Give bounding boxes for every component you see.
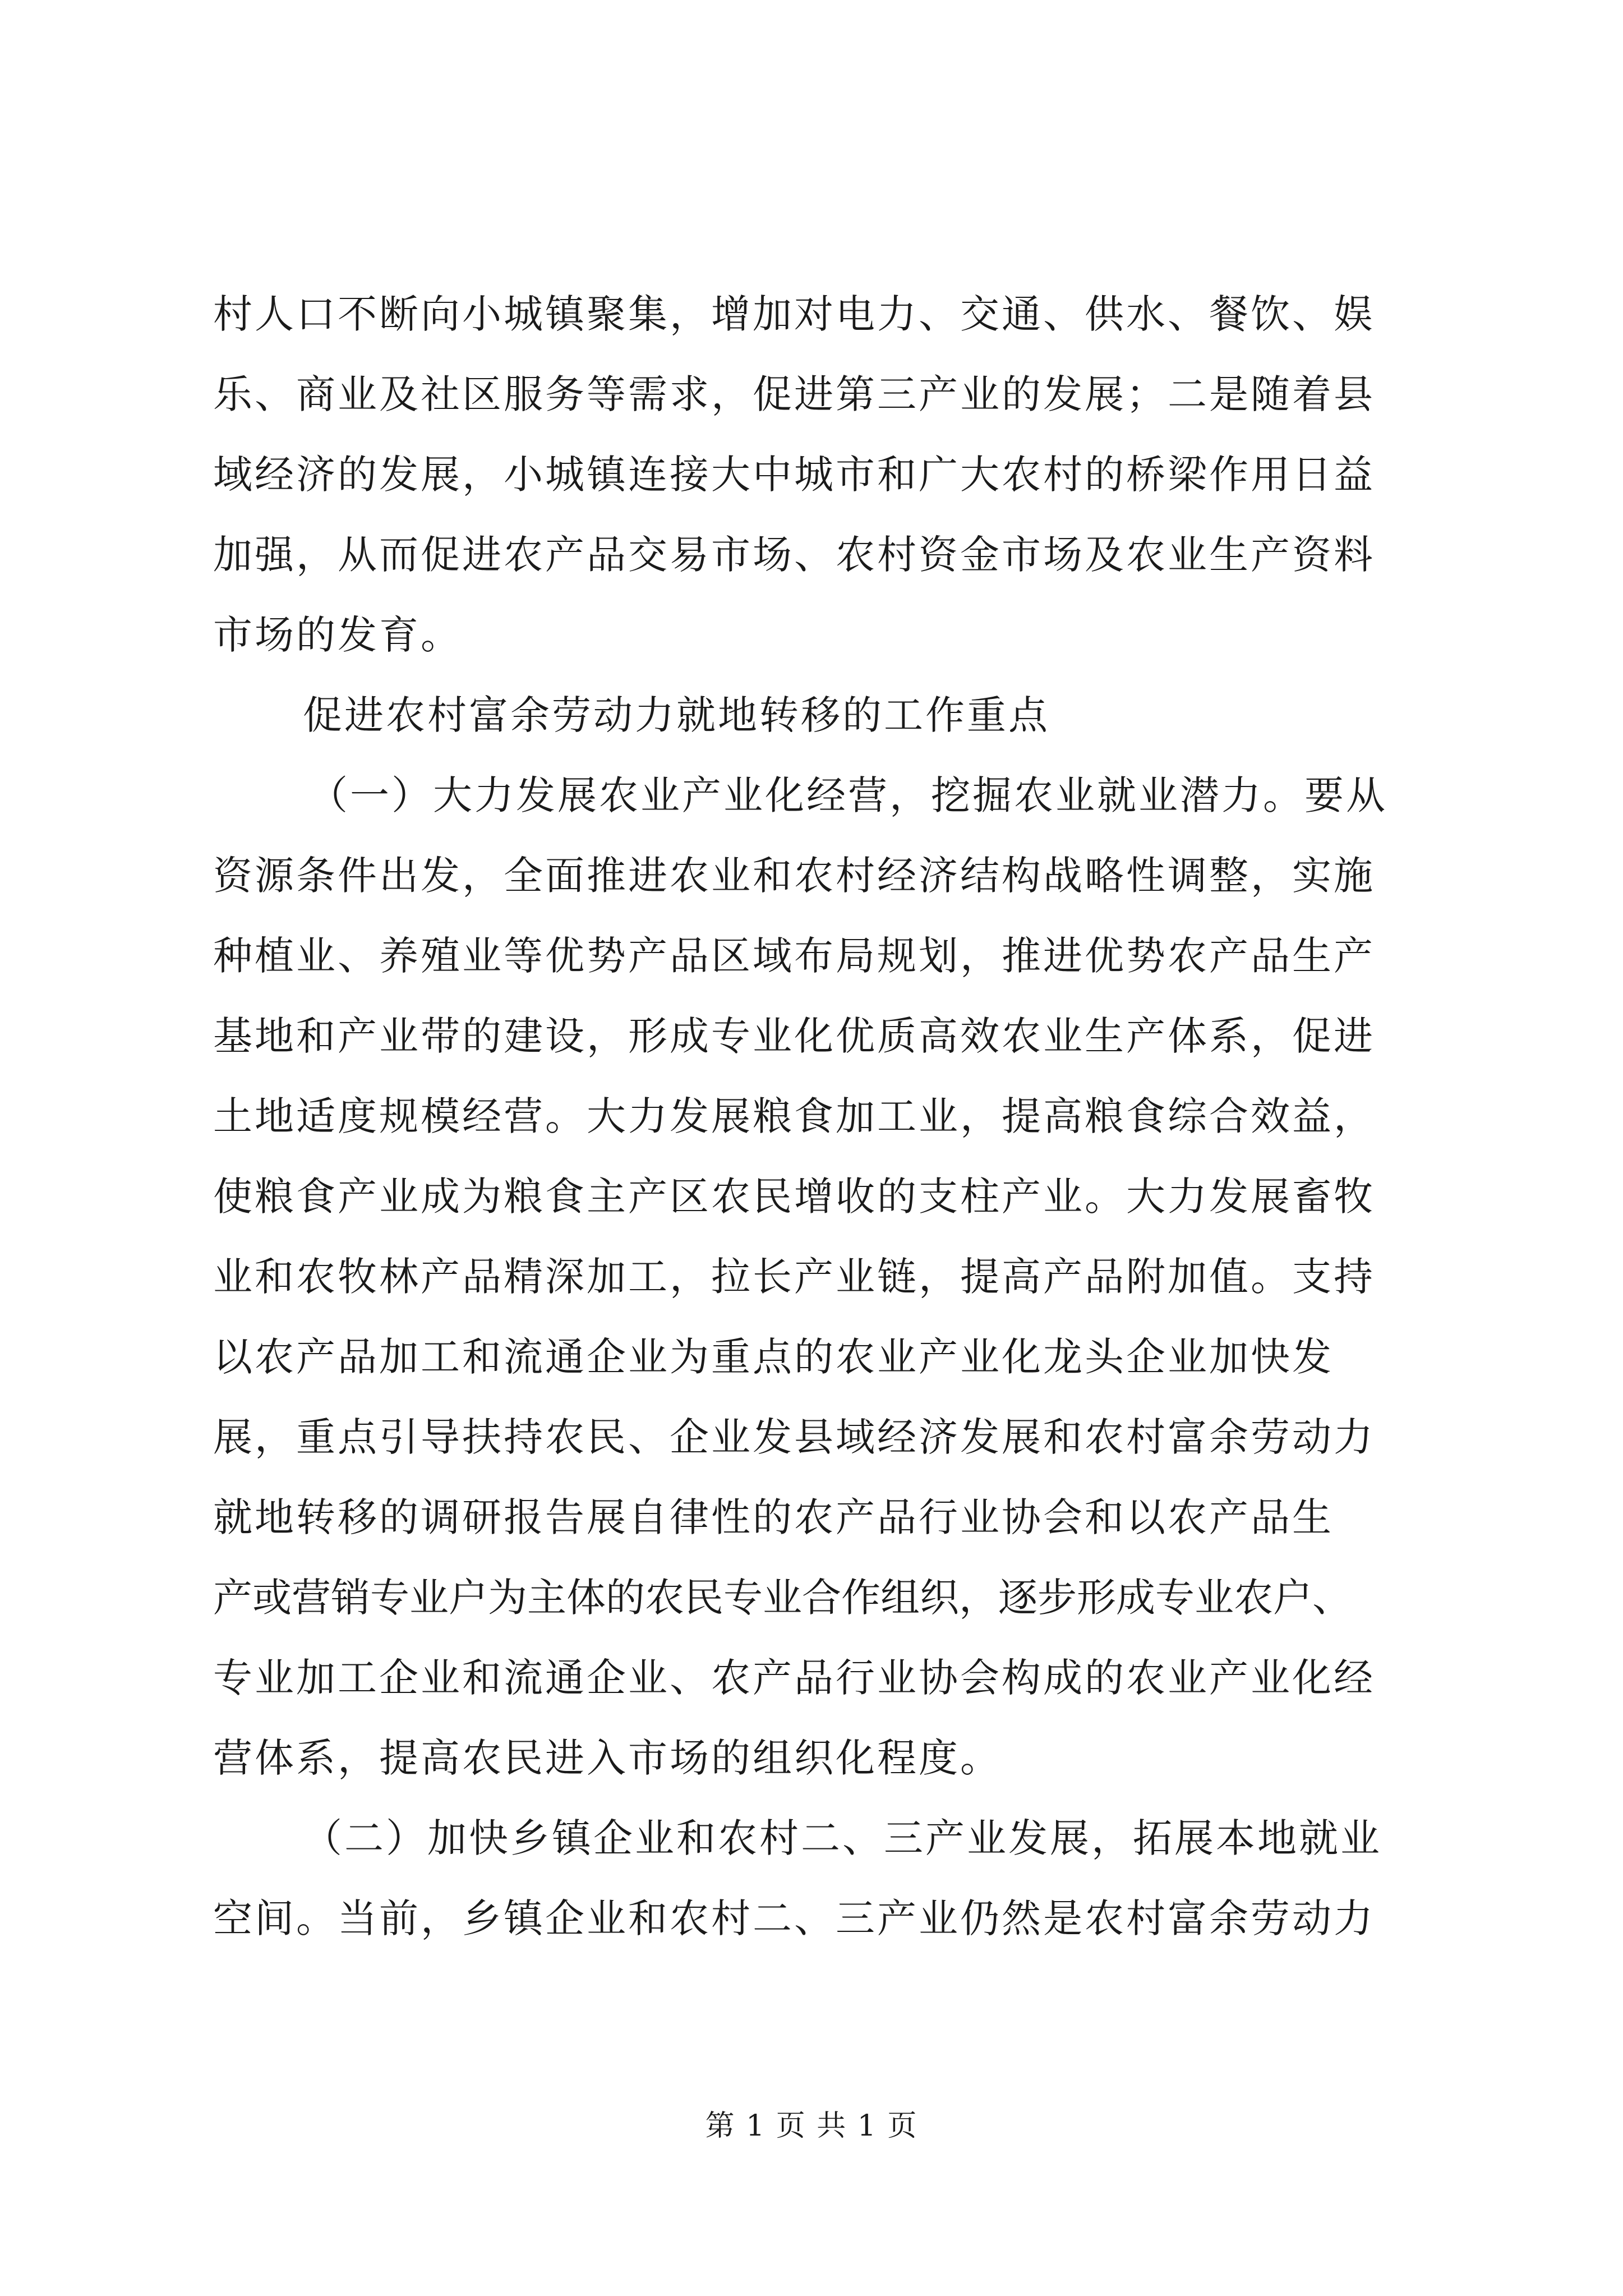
text-line: 业和农牧林产品精深加工，拉长产业链，提高产品附加值。支持 [213, 1254, 1375, 1300]
text-line: 市场的发育。 [213, 612, 462, 658]
text-line: 展，重点引导扶持农民、企业发县域经济发展和农村富余劳动力 [213, 1414, 1375, 1460]
text-line: 加强，从而促进农产品交易市场、农村资金市场及农业生产资料 [213, 532, 1375, 578]
text-line: 使粮食产业成为粮食主产区农民增收的支柱产业。大力发展畜牧 [213, 1174, 1375, 1220]
text-line: 资源条件出发，全面推进农业和农村经济结构战略性调整，实施 [213, 853, 1375, 899]
text-line: （一）大力发展农业产业化经营，挖掘农业就业潜力。要从 [308, 772, 1387, 818]
text-line: 营体系，提高农民进入市场的组织化程度。 [213, 1735, 1002, 1781]
text-line: 乐、商业及社区服务等需求，促进第三产业的发展；二是随着县 [213, 371, 1375, 417]
text-line: 产或营销专业户为主体的农民专业合作组织，逐步形成专业农户、 [213, 1575, 1352, 1621]
text-line: 村人口不断向小城镇聚集，增加对电力、交通、供水、餐饮、娱 [213, 291, 1375, 337]
text-line: 空间。当前，乡镇企业和农村二、三产业仍然是农村富余劳动力 [213, 1895, 1375, 1941]
text-line: 域经济的发展，小城镇连接大中城市和广大农村的桥梁作用日益 [213, 452, 1375, 498]
text-line: （二）加快乡镇企业和农村二、三产业发展，拓展本地就业 [303, 1815, 1382, 1861]
text-line: 专业加工企业和流通企业、农产品行业协会构成的农业产业化经 [213, 1655, 1375, 1701]
page-number-footer: 第 1 页 共 1 页 [705, 2109, 918, 2143]
section-heading: 促进农村富余劳动力就地转移的工作重点 [303, 692, 1050, 738]
text-line: 以农产品加工和流通企业为重点的农业产业化龙头企业加快发 [213, 1334, 1334, 1380]
text-line: 基地和产业带的建设，形成专业化优质高效农业生产体系，促进 [213, 1013, 1375, 1059]
text-line: 就地转移的调研报告展自律性的农产品行业协会和以农产品生 [213, 1494, 1334, 1540]
text-line: 土地适度规模经营。大力发展粮食加工业，提高粮食综合效益， [213, 1093, 1375, 1139]
text-line: 种植业、养殖业等优势产品区域布局规划，推进优势农产品生产 [213, 933, 1375, 979]
